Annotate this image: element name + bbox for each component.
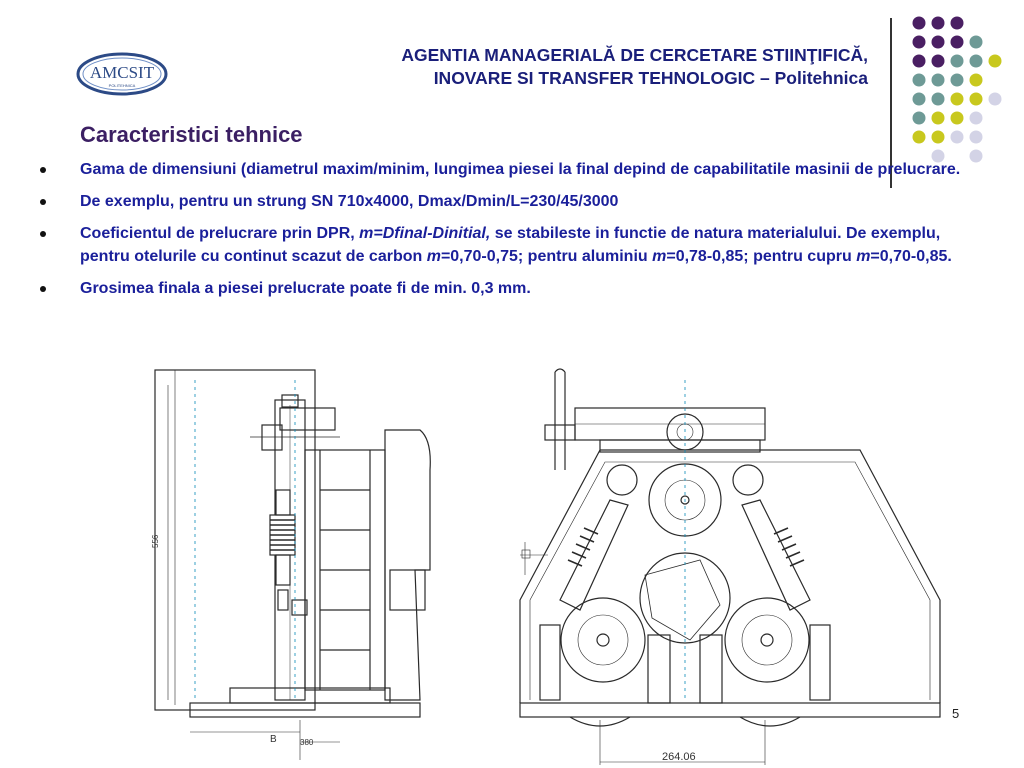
dot xyxy=(951,74,964,87)
dot xyxy=(951,55,964,68)
dot xyxy=(951,112,964,125)
dimension-label-height: 556 xyxy=(151,534,160,548)
dot xyxy=(932,74,945,87)
dot xyxy=(951,93,964,106)
header-line-1: AGENTIA MANAGERIALĂ DE CERCETARE STIINŢIFICĂ, xyxy=(401,45,868,65)
bullet-item xyxy=(38,158,968,181)
logo-subtext: POLITEHNICA xyxy=(108,83,136,88)
dot xyxy=(970,74,983,87)
dot xyxy=(913,55,926,68)
bullet-dot-icon xyxy=(40,231,46,237)
dot xyxy=(932,55,945,68)
bullet-text: Gama de dimensiuni (diametrul maxim/minim, lungimea piesei la final depind de capabilitatile masinii de prelucrare. xyxy=(80,161,961,178)
bullet-item xyxy=(38,190,968,213)
logo-text: AMCSIT xyxy=(89,63,155,82)
dot xyxy=(951,36,964,49)
dot xyxy=(932,36,945,49)
bullet-item xyxy=(38,222,968,268)
dot xyxy=(932,131,945,144)
bullet-formula: m=Dfinal-Dinitial, xyxy=(359,225,491,242)
dot xyxy=(951,17,964,30)
dot xyxy=(913,131,926,144)
dots xyxy=(913,17,1002,163)
dot xyxy=(989,55,1002,68)
bullet-dot-icon xyxy=(40,199,46,205)
bullet-variable: m xyxy=(856,248,871,265)
dot xyxy=(970,150,983,163)
bullet-item xyxy=(38,277,968,300)
dot xyxy=(970,131,983,144)
bullet-variable: m xyxy=(426,248,441,265)
dot xyxy=(913,112,926,125)
bullet-dot-icon xyxy=(40,167,46,173)
dot xyxy=(932,17,945,30)
bullet-text-part: =0,70-0,75; pentru aluminiu xyxy=(440,248,653,265)
bullet-text-part: =0,70-0,85. xyxy=(870,248,952,265)
dimension-label-b: B xyxy=(270,734,277,745)
bullet-text-part: Coeficientul de prelucrare prin DPR, xyxy=(80,225,360,242)
dot xyxy=(970,55,983,68)
header-line-2: INOVARE SI TRANSFER TEHNOLOGIC – Politehnica xyxy=(433,68,868,88)
section-title: Caracteristici tehnice xyxy=(80,122,303,147)
dot xyxy=(970,112,983,125)
dot xyxy=(913,17,926,30)
dot xyxy=(970,93,983,106)
dot xyxy=(989,93,1002,106)
dot xyxy=(913,36,926,49)
dot xyxy=(951,131,964,144)
bullet-list xyxy=(38,158,968,309)
front-view-drawing xyxy=(520,369,940,765)
dot xyxy=(932,112,945,125)
technical-drawing xyxy=(0,360,1024,768)
bullet-text: Grosimea finala a piesei prelucrate poate fi de min. 0,3 mm. xyxy=(80,280,531,297)
bullet-text-part: =0,78-0,85; pentru cupru xyxy=(666,248,857,265)
dot xyxy=(932,93,945,106)
bullet-variable: m xyxy=(652,248,667,265)
dot xyxy=(913,93,926,106)
dot xyxy=(913,74,926,87)
bullet-dot-icon xyxy=(40,286,46,292)
side-view-drawing xyxy=(155,370,430,760)
bullet-text: De exemplu, pentru un strung SN 710x4000, Dmax/Dmin/L=230/45/3000 xyxy=(80,193,619,210)
page-number: 5 xyxy=(952,706,960,721)
bullet-text-part: se stabileste in functie de natura materialului. De exemplu, pentru otelurile cu continut scazut de carbon xyxy=(80,225,941,265)
dot xyxy=(970,36,983,49)
dimension-label-width: 264.06 xyxy=(662,751,696,763)
dimension-label-380: 380 xyxy=(300,738,314,747)
